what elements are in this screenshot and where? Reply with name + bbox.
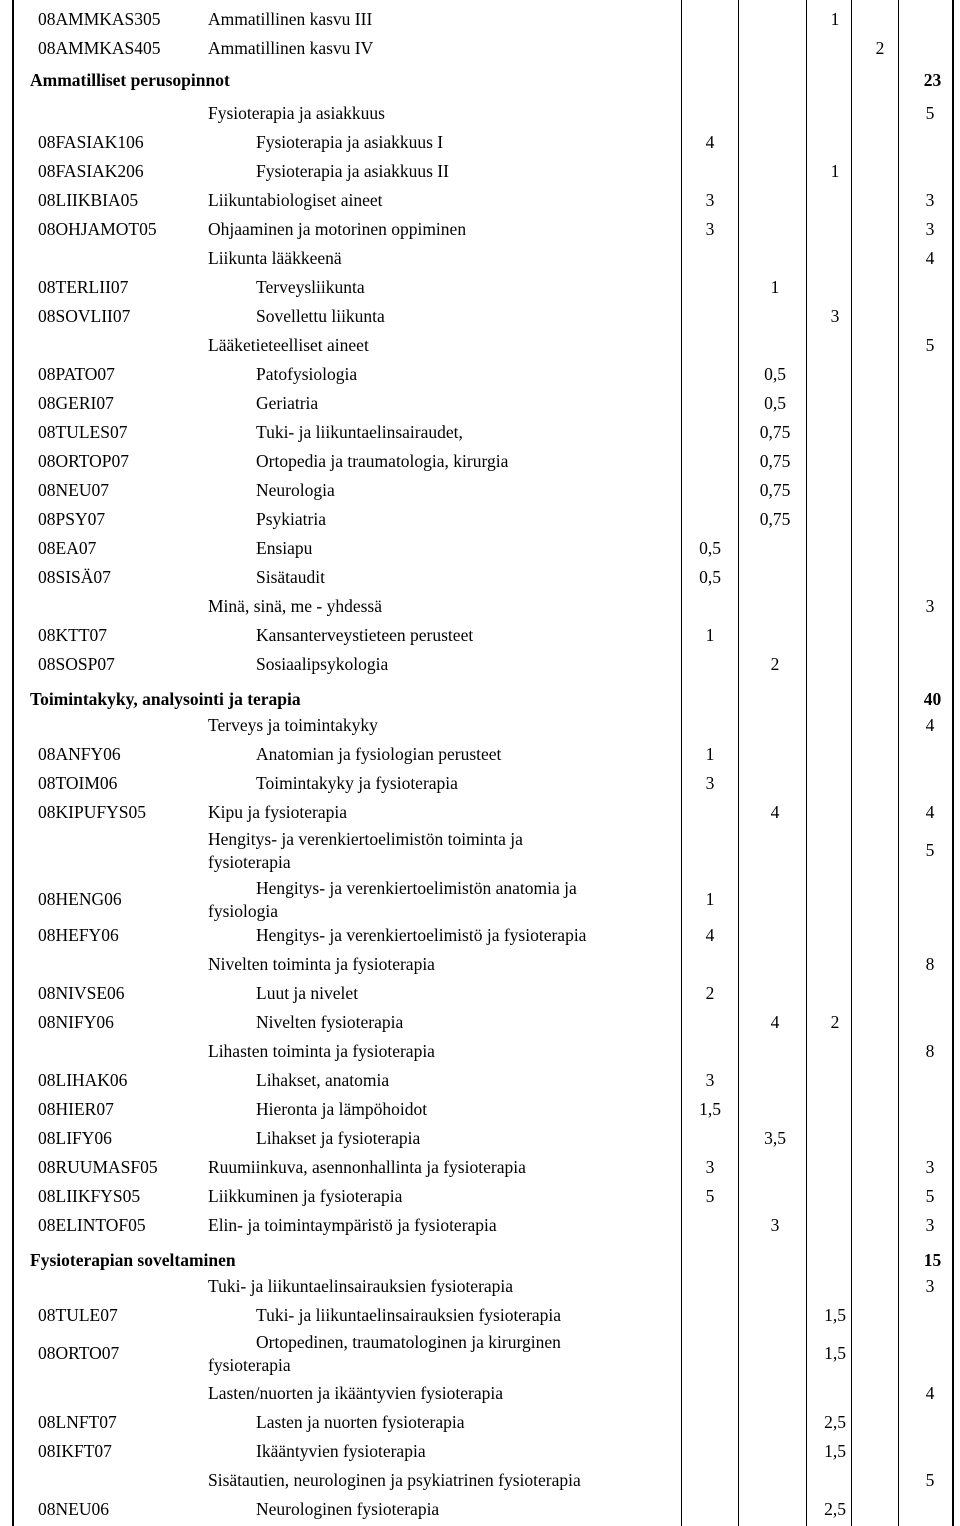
course-code: 08AMMKAS305 [38,9,161,29]
course-name: Kansanterveystieteen perusteet [256,625,474,645]
section-total: 23 [923,70,942,90]
course-name: Psykiatria [256,509,326,529]
credit-value: 2 [875,38,885,58]
course-code: 08PATO07 [38,364,115,384]
table-row [0,1182,960,1211]
table-row [0,505,960,534]
course-code: 08TULES07 [38,422,128,442]
course-code: 08ANFY06 [38,744,121,764]
course-name: Ikääntyvien fysioterapia [256,1441,426,1461]
credit-value: 1,5 [824,1343,846,1363]
table-row [0,128,960,157]
course-code: 08LIHAK06 [38,1070,128,1090]
course-name: Kipu ja fysioterapia [208,802,347,822]
course-name: Liikuntabiologiset aineet [208,190,383,210]
credit-value: 3 [925,219,935,239]
credit-value: 3 [705,773,715,793]
course-code: 08ORTO07 [38,1343,120,1363]
credit-value: 4 [925,248,935,268]
module-name: Minä, sinä, me - yhdessä [208,596,382,616]
credit-value: 0,5 [699,567,721,587]
credit-value: 0,75 [759,451,791,471]
credit-value: 5 [925,335,935,355]
table-row [0,1495,960,1524]
section-row [0,685,960,714]
course-name: Anatomian ja fysiologian perusteet [256,744,502,764]
course-name: Ammatillinen kasvu III [208,9,373,29]
credit-value: 2,5 [824,1499,846,1519]
course-name: Luut ja nivelet [256,983,359,1003]
credit-value: 3 [925,596,935,616]
name-line: Hengitys- ja verenkiertoelimistön anatomia ja [256,878,577,898]
credit-value: 8 [925,1041,935,1061]
module-name: Liikunta lääkkeenä [208,248,342,268]
credit-value: 1 [770,277,780,297]
table-row [0,5,960,34]
module-name: Lasten/nuorten ja ikääntyvien fysioterapia [208,1383,503,1403]
credit-value: 5 [925,103,935,123]
course-name: Neurologinen fysioterapia [256,1499,440,1519]
course-code: 08EA07 [38,538,97,558]
table-row [0,979,960,1008]
section-row [0,66,960,95]
credit-value: 4 [925,802,935,822]
credit-value: 4 [705,132,715,152]
credit-value: 1 [830,9,840,29]
module-name: Sisätautien, neurologinen ja psykiatrinen fysioterapia [208,1470,581,1490]
credit-value: 5 [925,840,935,860]
course-name: Terveysliikunta [256,277,365,297]
course-code: 08SISÄ07 [38,567,111,587]
course-name: Ortopedia ja traumatologia, kirurgia [256,451,509,471]
course-name: Patofysiologia [256,364,358,384]
credit-value: 2 [830,1012,840,1032]
course-name: Neurologia [256,480,335,500]
course-name: Elin- ja toimintaympäristö ja fysioterapia [208,1215,497,1235]
credit-value: 5 [925,1470,935,1490]
table-row [0,1211,960,1240]
credit-value: 1,5 [699,1099,721,1119]
course-code: 08OHJAMOT05 [38,219,157,239]
credit-value: 0,75 [759,509,791,529]
table-row [0,34,960,63]
table-row [0,331,960,360]
table-row [0,1272,960,1301]
table-row [0,740,960,769]
course-name: Tuki- ja liikuntaelinsairauksien fysioterapia [256,1305,562,1325]
course-code: 08HIER07 [38,1099,114,1119]
table-row [0,950,960,979]
course-name: Lasten ja nuorten fysioterapia [256,1412,465,1432]
table-row [0,99,960,128]
course-name: Fysioterapia ja asiakkuus II [256,161,449,181]
credit-value: 3 [705,1157,715,1177]
course-name [208,1331,696,1377]
table-row [0,157,960,186]
credit-value: 1 [705,889,715,909]
credit-value: 0,5 [699,538,721,558]
table-row [0,650,960,679]
table-row [0,711,960,740]
course-name: Geriatria [256,393,319,413]
section-title: Fysioterapian soveltaminen [30,1250,236,1270]
credit-value: 3 [705,190,715,210]
section-total: 40 [923,689,942,709]
table-row [0,534,960,563]
table-row [0,1330,960,1380]
course-name: Ammatillinen kasvu IV [208,38,374,58]
table-row [0,769,960,798]
credit-value: 0,75 [759,480,791,500]
table-row [0,476,960,505]
course-code: 08HEFY06 [38,925,119,945]
table-row [0,1408,960,1437]
course-code: 08RUUMASF05 [38,1157,158,1177]
credit-value: 3 [925,1215,935,1235]
course-code: 08PSY07 [38,509,106,529]
course-code: 08ELINTOF05 [38,1215,146,1235]
course-code: 08LIIKBIA05 [38,190,139,210]
table-row [0,1037,960,1066]
course-code: 08LNFT07 [38,1412,117,1432]
table-row [0,621,960,650]
section-total: 15 [923,1250,942,1270]
credit-value: 3 [705,219,715,239]
course-name: Fysioterapia ja asiakkuus I [256,132,444,152]
course-name: Ensiapu [256,538,313,558]
course-code: 08KTT07 [38,625,108,645]
credit-value: 3 [830,306,840,326]
credit-value: 3 [770,1215,780,1235]
credit-value: 4 [770,1012,780,1032]
name-line: fysiologia [208,901,278,921]
course-code: 08NEU07 [38,480,109,500]
course-code: 08LIIKFYS05 [38,1186,141,1206]
course-name: Lihakset, anatomia [256,1070,390,1090]
table-row [0,1466,960,1495]
course-code: 08GERI07 [38,393,114,413]
table-row [0,215,960,244]
course-name: Toimintakyky ja fysioterapia [256,773,458,793]
course-code: 08FASIAK106 [38,132,144,152]
course-name: Tuki- ja liikuntaelinsairaudet, [256,422,463,442]
credit-value: 0,75 [759,422,791,442]
module-name: Lääketieteelliset aineet [208,335,369,355]
course-code: 08FASIAK206 [38,161,144,181]
table-row [0,418,960,447]
name-line: fysioterapia [208,852,291,872]
course-code: 08NIVSE06 [38,983,125,1003]
course-code: 08AMMKAS405 [38,38,161,58]
course-name: Liikkuminen ja fysioterapia [208,1186,403,1206]
course-code: 08SOVLII07 [38,306,131,326]
course-code: 08KIPUFYS05 [38,802,146,822]
course-code: 08NEU06 [38,1499,109,1519]
table-row [0,389,960,418]
course-name: Sovellettu liikunta [256,306,385,326]
course-code: 08TULE07 [38,1305,118,1325]
table-row [0,1124,960,1153]
credit-value: 1,5 [824,1441,846,1461]
table-row [0,1379,960,1408]
course-name: Hengitys- ja verenkiertoelimistö ja fysioterapia [256,925,587,945]
table-row [0,1066,960,1095]
course-code: 08ORTOP07 [38,451,130,471]
course-code: 08IKFT07 [38,1441,112,1461]
course-name: Ruumiinkuva, asennonhallinta ja fysioterapia [208,1157,526,1177]
course-code: 08SOSP07 [38,654,115,674]
course-name: Ohjaaminen ja motorinen oppiminen [208,219,467,239]
table-row [0,1153,960,1182]
credit-value: 5 [925,1186,935,1206]
course-code: 08LIFY06 [38,1128,112,1148]
credit-value: 0,5 [764,393,786,413]
credit-value: 2,5 [824,1412,846,1432]
course-name [208,877,696,923]
credit-value: 1 [705,625,715,645]
credit-value: 5 [705,1186,715,1206]
section-row [0,1246,960,1275]
course-code: 08NIFY06 [38,1012,114,1032]
module-name: Fysioterapia ja asiakkuus [208,103,385,123]
name-line: Ortopedinen, traumatologinen ja kirurginen [256,1332,561,1352]
name-line: fysioterapia [208,1355,291,1375]
credit-value: 2 [770,654,780,674]
table-row [0,360,960,389]
table-row [0,1301,960,1330]
course-name: Sosiaalipsykologia [256,654,389,674]
credit-value: 1 [705,744,715,764]
table-row [0,827,960,877]
credit-value: 3 [925,1157,935,1177]
course-name: Lihakset ja fysioterapia [256,1128,421,1148]
module-name: Tuki- ja liikuntaelinsairauksien fysioterapia [208,1276,514,1296]
table-row [0,921,960,950]
table-row [0,876,960,926]
credit-value: 0,5 [764,364,786,384]
credit-value: 1 [830,161,840,181]
course-code: 08TERLII07 [38,277,129,297]
credit-value: 3 [925,190,935,210]
course-name: Hieronta ja lämpöhoidot [256,1099,428,1119]
module-name [208,828,648,874]
course-code: 08HENG06 [38,889,122,909]
table-row [0,563,960,592]
table-row [0,1095,960,1124]
table-row [0,798,960,827]
table-row [0,186,960,215]
credit-value: 4 [925,1383,935,1403]
credit-value: 2 [705,983,715,1003]
table-row [0,302,960,331]
credit-value: 3,5 [764,1128,786,1148]
course-code: 08TOIM06 [38,773,118,793]
table-row [0,1437,960,1466]
table-row [0,1008,960,1037]
section-title: Ammatilliset perusopinnot [30,70,230,90]
credit-value: 4 [925,715,935,735]
credit-value: 4 [705,925,715,945]
module-name: Terveys ja toimintakyky [208,715,378,735]
section-title: Toimintakyky, analysointi ja terapia [30,689,301,709]
course-name: Nivelten fysioterapia [256,1012,404,1032]
name-line: Hengitys- ja verenkiertoelimistön toiminta ja [208,829,523,849]
table-row [0,244,960,273]
credit-value: 3 [925,1276,935,1296]
credit-value: 8 [925,954,935,974]
course-name: Sisätaudit [256,567,326,587]
module-name: Nivelten toiminta ja fysioterapia [208,954,435,974]
table-row [0,273,960,302]
credit-value: 3 [705,1070,715,1090]
credit-value: 4 [770,802,780,822]
module-name: Lihasten toiminta ja fysioterapia [208,1041,435,1061]
credit-value: 1,5 [824,1305,846,1325]
table-row [0,447,960,476]
table-row [0,592,960,621]
